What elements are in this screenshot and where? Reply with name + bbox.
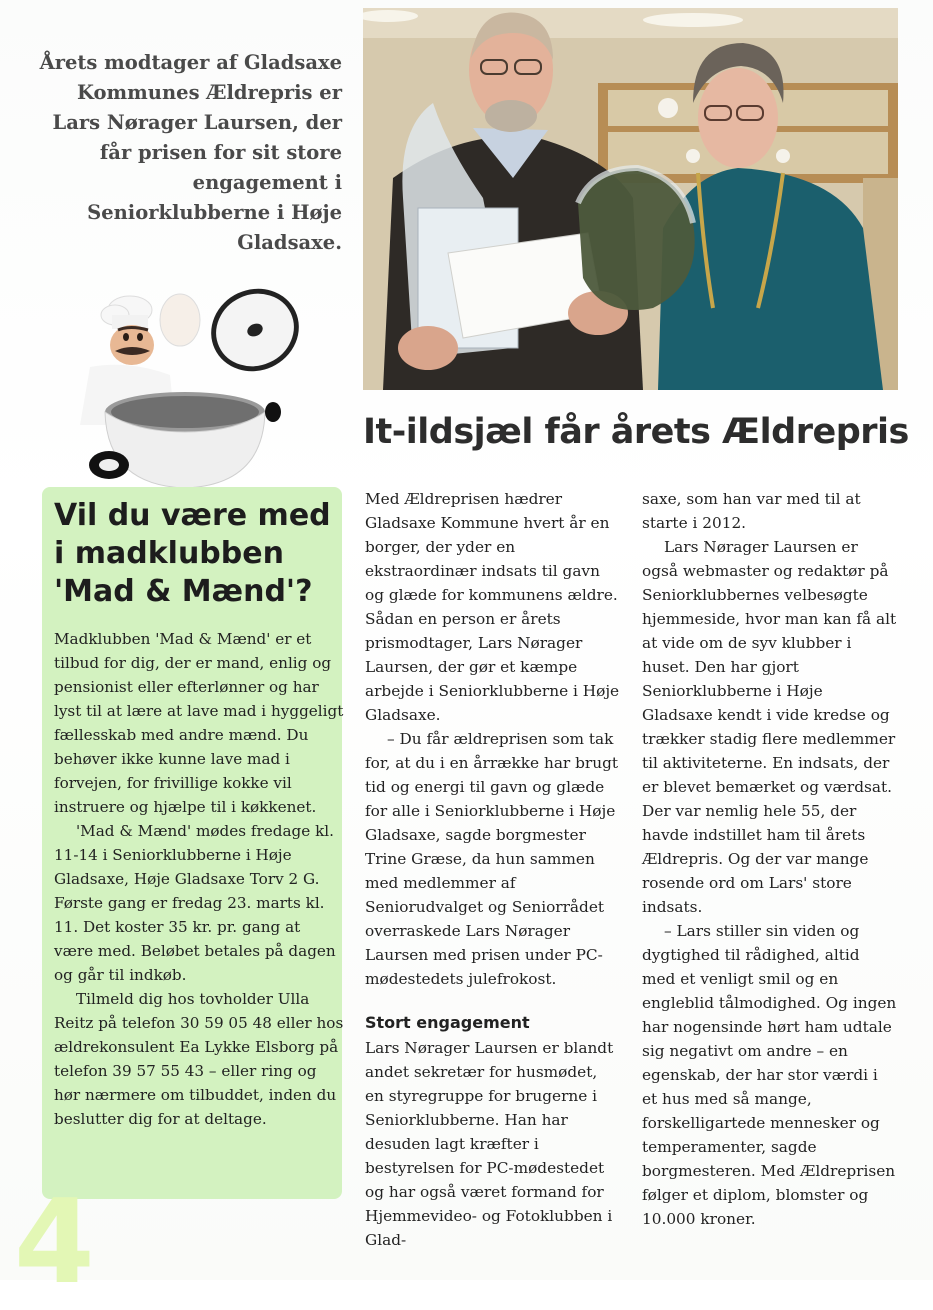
article-column-1	[365, 487, 620, 1252]
sidebar-paragraph: 'Mad & Mænd' mødes fredage kl. 11-14 i Seniorklubberne i Høje Gladsaxe, Høje Gladsaxe Torv 2 G. Første gang er fredag 23. marts kl. 11. Det koster 35 kr. pr. gang at være med. Beløbet betales på dagen og går til indkøb.	[54, 822, 336, 984]
award-photo	[363, 8, 898, 390]
sidebar-body	[54, 627, 344, 1131]
sidebar-paragraph: Madklubben 'Mad & Mænd' er et tilbud for dig, der er mand, enlig og pensionist eller efterlønner og har lyst til at lære at lave mad i hyggeligt fællesskab med andre mænd. Du behøver ikke kunne lave mad i forvejen, for frivillige kokke vil instruere og hjælpe til i køkkenet.	[54, 630, 344, 816]
sidebar-paragraph: Tilmeld dig hos tovholder Ulla Reitz på telefon 30 59 05 48 eller hos ældrekonsulent Ea Lykke Elsborg på telefon 39 57 55 43 – eller ring og hør nærmere om tilbuddet, inden du beslutter dig for at deltage.	[54, 990, 344, 1128]
article-paragraph: Lars Nørager Laursen er blandt andet sekretær for husmødet, en styregruppe for brugerne i Seniorklubberne. Han har desuden lagt kræfter i bestyrelsen for PC-mødestedet og har også været formand for Hjemmevideo- og Fotoklubben i Glad-	[365, 1039, 614, 1249]
page-number: 4	[14, 1175, 95, 1310]
article-paragraph: Lars Nørager Laursen er også webmaster og redaktør på Seniorklubbernes velbesøgte hjemmeside, hvor man kan få alt at vide om de syv klubber i huset. Den har gjort Seniorklubberne i Høje Gladsaxe kendt i vide kredse og trækker stadig flere medlemmer til aktiviteterne. En indsats, der er blevet bemærket og værdsat. Der var nemlig hele 55, der havde indstillet ham til årets Ældrepris. Og der var mange rosende ord om Lars' store indsats.	[642, 538, 897, 916]
cooking-pot-icon	[85, 390, 285, 490]
sidebar-title: Vil du være med i madklubben 'Mad & Mænd'?	[54, 498, 331, 609]
article-column-2	[642, 487, 897, 1231]
intro-text: Årets modtager af Gladsaxe Kommunes Ældrepris er Lars Nørager Laursen, der får prisen for sit store engagement i Seniorklubberne i Høje Gladsaxe.	[39, 51, 342, 254]
article-paragraph: saxe, som han var med til at starte i 2012.	[642, 490, 861, 532]
article-paragraph: – Lars stiller sin viden og dygtighed til rådighed, altid med et venligt smil og en engleblid tålmodighed. Og ingen har nogensinde hørt ham udtale sig negativt om andre – en egenskab, der har stor værdi i et hus med så mange, forskelligartede mennesker og temperamenter, sagde borgmesteren. Med Ældreprisen følger et diplom, blomster og 10.000 kroner.	[642, 922, 897, 1228]
article-subheading: Stort engagement	[365, 1013, 530, 1032]
article-paragraph: – Du får ældreprisen som tak for, at du i en årrække har brugt tid og energi til gavn og glæde for alle i Seniorklubberne i Høje Gladsaxe, sagde borgmester Trine Græse, da hun sammen med medlemmer af Seniorudvalget og Seniorrådet overraskede Lars Nørager Laursen med prisen under PC-mødestedets julefrokost.	[365, 730, 619, 988]
madklub-sidebar	[42, 487, 342, 1199]
article-headline: It-ildsjæl får årets Ældrepris	[363, 412, 909, 452]
article-paragraph: Med Ældreprisen hædrer Gladsaxe Kommune hvert år en borger, der yder en ekstraordinær indsats til gavn og glæde for kommunens ældre. Sådan en person er årets prismodtager, Lars Nørager Laursen, der gør et kæmpe arbejde i Seniorklubberne i Høje Gladsaxe.	[365, 490, 620, 724]
